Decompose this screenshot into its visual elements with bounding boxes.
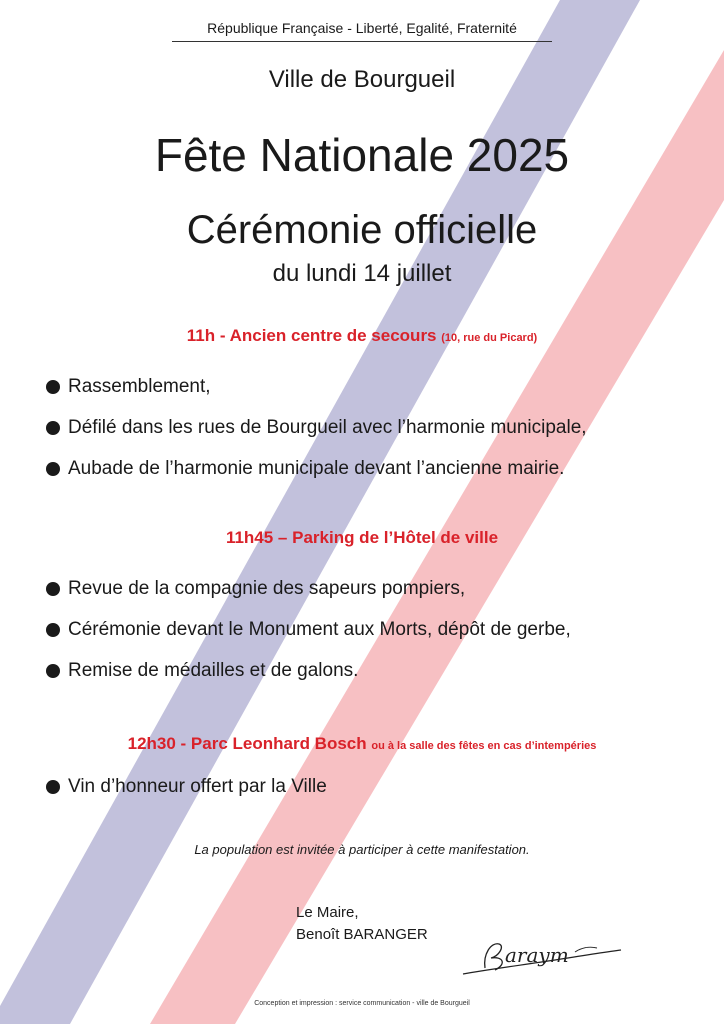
event-date: du lundi 14 juillet (272, 260, 452, 287)
list-item (46, 568, 571, 609)
list-item (46, 774, 327, 800)
list-item (46, 407, 587, 448)
handwritten-signature (455, 930, 625, 986)
signatory-name: Benoît BARANGER (296, 926, 428, 943)
event-title: Fête Nationale 2025 (154, 129, 570, 181)
city-name: Ville de Bourgueil (268, 66, 456, 93)
list-item (46, 609, 571, 650)
list-item-text: Rassemblement, (68, 375, 211, 397)
list-item-text: Revue de la compagnie des sapeurs pompiers, (68, 577, 466, 599)
republic-motto: République Française - Liberté, Egalité, Fraternité (172, 20, 552, 42)
bullet-icon (46, 623, 60, 637)
schedule-list (46, 366, 587, 489)
signatory-role: Le Maire, (296, 904, 359, 921)
section-time-place: 12h30 - Parc Leonhard Bosch (127, 734, 367, 753)
section-note: (10, rue du Picard) (441, 332, 538, 344)
bullet-icon (46, 780, 60, 794)
event-subtitle: Cérémonie officielle (186, 208, 538, 252)
section-heading (0, 528, 724, 548)
signature-block (296, 902, 428, 946)
list-item (46, 366, 587, 407)
list-item-text: Défilé dans les rues de Bourgueil avec l’harmonie municipale, (68, 416, 587, 438)
bullet-icon (46, 380, 60, 394)
signature-lettering: araym (505, 943, 569, 967)
section-heading (0, 326, 724, 346)
schedule-list (46, 568, 571, 691)
invitation-text: La population est invitée à participer à cette manifestation. (194, 842, 530, 857)
section-heading (0, 734, 724, 754)
bullet-icon (46, 582, 60, 596)
list-item-text: Aubade de l’harmonie municipale devant l’ancienne mairie. (68, 457, 565, 479)
list-item (46, 650, 571, 691)
section-time-place: 11h - Ancien centre de secours (186, 326, 437, 345)
list-item-text: Remise de médailles et de galons. (68, 659, 359, 681)
list-item-text: Cérémonie devant le Monument aux Morts, dépôt de gerbe, (68, 618, 571, 640)
section-note: ou à la salle des fêtes en cas d’intempéries (371, 740, 597, 752)
list-item (46, 448, 587, 489)
footer-credit: Conception et impression : service communication - ville de Bourgueil (254, 1000, 470, 1007)
bullet-icon (46, 664, 60, 678)
schedule-list (46, 774, 327, 800)
list-item-text: Vin d’honneur offert par la Ville (68, 776, 327, 797)
section-time-place: 11h45 – Parking de l’Hôtel de ville (225, 528, 499, 547)
bullet-icon (46, 421, 60, 435)
bullet-icon (46, 462, 60, 476)
